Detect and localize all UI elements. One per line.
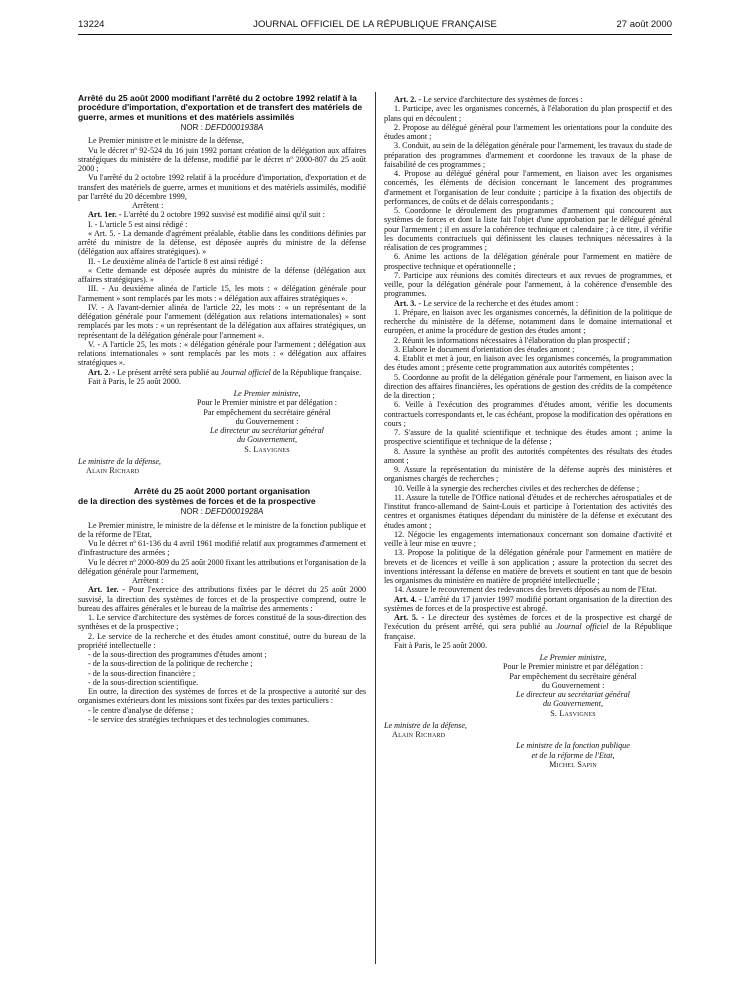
- doc2-visa-2: Vu le décret nº 2000-809 du 25 août 2000 fixant les attributions et l'organisation de la délégation générale pour l'armement,: [78, 557, 366, 576]
- doc2-arretent: Arrêtent :: [132, 576, 164, 586]
- doc1-item-ii: II. - Le deuxième alinéa de l'article 8 est ainsi rédigé :: [88, 256, 263, 266]
- page-number: 13224: [78, 19, 105, 30]
- doc2-art3-item: 14. Assure le recouvrement des redevances des brevets déposés au nom de l'Etat.: [394, 585, 657, 595]
- doc1-art1: Art. 1er. - L'arrêté du 2 octobre 1992 susvisé est modifié ainsi qu'il suit :: [88, 210, 325, 220]
- signature-line: Le ministre de la fonction publique: [516, 741, 630, 751]
- issue-date: 27 août 2000: [616, 19, 672, 30]
- signature-line: Par empêchement du secrétaire général: [203, 407, 331, 417]
- doc2-art2: Art. 2. - Le service d'architecture des systèmes de forces :: [394, 95, 583, 104]
- doc2-art2-item: 3. Conduit, au sein de la délégation générale pour l'armement, les travaux du stade de préparation des programmes d'armement et coordonne les travaux de la phase de faisabilité de ces programmes ;: [384, 141, 672, 169]
- doc2-art5: Art. 5. - Le directeur des systèmes de forces et de la prospective est chargé de l'exécution du présent arrêté, qui sera publié au Journal officiel de la République française.: [384, 613, 673, 641]
- doc1-item-i-quote: « Art. 5. - La demande d'agrément préalable, établie dans les conditions définies par arrêté du ministre de la défense, est déposée auprès du ministre de la défense (délégation aux affaires stratégiques). »: [78, 228, 366, 257]
- doc2-art3-item: 1. Prépare, en liaison avec les organismes concernés, la définition de la politique de recherche du ministère de la défense, notamment dans le domaine international et européen, et anime la procédure de gestion des études amont ;: [384, 307, 672, 336]
- doc2-art3-item: 12. Négocie les engagements internationaux concernant son domaine d'activité et veille à leur mise en œuvre ;: [384, 529, 672, 548]
- journal-title: JOURNAL OFFICIEL DE LA RÉPUBLIQUE FRANÇAISE: [253, 19, 497, 30]
- doc2-fait: Fait à Paris, le 25 août 2000.: [394, 640, 487, 650]
- doc2-art2-item: 1. Participe, avec les organismes concernés, à l'élaboration du plan prospectif et des plans qui en découlent ;: [384, 104, 672, 123]
- doc2-art3-item: 6. Veille à l'exécution des programmes d'études amont, vérifie les documents contractuels correspondants et, le cas échéant, propose la modification des opérations en cours ;: [384, 400, 672, 428]
- page-header: [78, 17, 672, 33]
- signature-line: Pour le Premier ministre et par délégation :: [196, 398, 338, 408]
- signature-line: du Gouvernement,: [542, 699, 604, 709]
- doc1-visa-2: Vu l'arrêté du 2 octobre 1992 relatif à la procédure d'importation, d'exportation et de transfert des matériels de guerre, armes et munitions et des matériels assimilés, modifié par l'arrêté du 20 décembre 1999,: [78, 173, 366, 201]
- doc1-signature-block: [168, 389, 366, 454]
- doc2-fp-signature: [474, 741, 672, 769]
- doc2-dash-item: - de la sous-direction des programmes d'études amont ;: [88, 650, 267, 660]
- doc2-art3-item: 4. Etablit et met à jour, en liaison avec les organismes concernés, la programmation des études amont ; présente cette programmation aux autorités compétentes ;: [384, 354, 672, 373]
- doc1-item-iv: IV. - A l'avant-dernier alinéa de l'article 22, les mots : « un représentant de la délégation générale pour l'armement (délégation aux relations internationales) » sont remplacés par les mots : « un représentant de la délégation aux affaires stratégiques, un représentant de la délégation générale pour l'armement ».: [78, 302, 366, 340]
- doc1-title: Arrêté du 25 août 2000 modifiant l'arrêté du 2 octobre 1992 relatif à la procédure d'importation, d'exportation et de transfert des matériels de guerre, armes et munitions et des matériels assimilés: [78, 93, 363, 122]
- doc2-art2-item: 7. Participe aux réunions des comités directeurs et aux revues de programmes, et veille, pour la délégation générale pour l'armement, à la cohérence d'ensemble des programmes.: [384, 270, 672, 299]
- doc1-fait: Fait à Paris, le 25 août 2000.: [88, 376, 181, 386]
- doc2-art1: Art. 1er. - Pour l'exercice des attributions fixées par le décret du 25 août 2000 susvisé, la direction des systèmes de forces et de la prospective comprend, outre le bureau des affaires générales et le bureau de la maîtrise des armements :: [78, 585, 367, 613]
- signature-line: Le directeur au secrétariat général: [210, 426, 324, 436]
- doc2-dash-item: - le service des stratégies techniques et des technologies communes.: [88, 714, 310, 724]
- signature-line: du Gouvernement :: [541, 680, 605, 690]
- doc2-art3-item: 7. S'assure de la qualité scientifique et technique des études amont ; anime la prospective scientifique et technique de la défense ;: [384, 428, 672, 447]
- doc2-art3-item: 2. Réunit les informations nécessaires à l'élaboration du plan prospectif ;: [394, 335, 630, 345]
- signature-line: Le Premier ministre,: [233, 389, 301, 399]
- doc1-arretent: Arrêtent :: [132, 201, 164, 211]
- doc2-dash-item: - le centre d'analyse de défense ;: [88, 705, 194, 715]
- signatory-name: S. Lasvignes: [550, 708, 596, 718]
- doc2-title-line1: Arrêté du 25 août 2000 portant organisation: [133, 486, 311, 497]
- doc2-dash-item: - de la sous-direction de la politique de recherche ;: [88, 659, 253, 669]
- doc2-art4: Art. 4. - L'arrêté du 17 janvier 1997 modifié portant organisation de la direction des systèmes de forces et de la prospective est abrogé.: [384, 594, 672, 613]
- doc1-minister-name: Alain Richard: [86, 466, 140, 476]
- doc2-art3: Art. 3. - Le service de la recherche et des études amont :: [394, 298, 579, 308]
- doc2-nor: NOR : DEFD0001928A: [180, 507, 264, 517]
- signature-line: Le directeur au secrétariat général: [516, 690, 630, 699]
- doc2-title-line2: de la direction des systèmes de forces et de la prospective: [78, 495, 316, 506]
- doc1-item-i: I. - L'article 5 est ainsi rédigé :: [88, 219, 188, 229]
- signatory-name: S. Lasvignes: [244, 444, 290, 454]
- doc2-art3-item: 8. Assure la synthèse au profit des autorités compétentes des résultats des études amont ;: [384, 446, 672, 465]
- doc2-signature-block: [474, 653, 672, 718]
- doc2-art3-item: 3. Elabore le document d'orientation des études amont ;: [394, 344, 575, 354]
- doc1-item-iii: III. - Au deuxième alinéa de l'article 15, les mots : « délégation générale pour l'armement » sont remplacés par les mots : « délégation aux affaires stratégiques ».: [78, 284, 366, 303]
- doc2-art2-item: 4. Propose au délégué général pour l'armement, en liaison avec les organismes concernés, les éléments de décision concernant le lancement des programmes d'armement et l'organisation de leur conduite ; participe à la fixation des objectifs de performances, de coûts et de délais correspondants ;: [384, 169, 672, 206]
- doc2-visa-1: Vu le décret nº 61-136 du 4 avril 1961 modifié relatif aux programmes d'armement et d'infrastructure des armées ;: [78, 539, 366, 558]
- doc2-art3-item: 11. Assure la tutelle de l'Office national d'études et de recherches aérospatiales et de l'institut franco-allemand de Saint-Louis et participe à l'orientation des activités des centres et organismes étatiques dépendant du ministère de la défense et exécutant des études amont ;: [384, 492, 672, 530]
- doc1-preamble: Le Premier ministre et le ministre de la défense,: [88, 136, 244, 146]
- doc2-item-2: 2. Le service de la recherche et des études amont constitué, outre du bureau de la propriété intellectuelle :: [78, 631, 366, 650]
- doc2-minister-title: Le ministre de la défense,: [384, 720, 467, 730]
- doc1-art2: Art. 2. - Le présent arrêté sera publié au Journal officiel de la République française.: [88, 367, 362, 377]
- doc2-preamble: Le Premier ministre, le ministre de la défense et le ministre de la fonction publique et de la réforme de l'Etat,: [78, 520, 366, 539]
- signature-line: du Gouvernement,: [236, 435, 298, 445]
- doc2-item-1: 1. Le service d'architecture des systèmes de forces constitué de la sous-direction des synthèses et de la prospective ;: [78, 613, 366, 632]
- signature-line: du Gouvernement :: [235, 416, 299, 426]
- doc2-dash-item: - de la sous-direction financière ;: [88, 668, 196, 678]
- doc2-art2-item: 5. Coordonne le déroulement des programmes d'armement qui concourent aux systèmes de forces et dont la liste fait l'objet d'une approbation par le délégué général pour l'armement ; il en assure la cohérence technique et calendaire ; à ce titre, il vérifie les documents contractuels qui définissent les clauses techniques nécessaires à la réalisation de ces programmes ;: [384, 206, 672, 252]
- doc2-art3-item: 9. Assure la représentation du ministère de la défense auprès des ministères et organismes chargés de recherches ;: [384, 465, 672, 484]
- doc1-minister-title: Le ministre de la défense,: [78, 456, 161, 466]
- signature-line: Le Premier ministre,: [539, 653, 607, 662]
- doc1-item-ii-quote: « Cette demande est déposée auprès du ministre de la défense (délégation aux affaires stratégiques). »: [78, 265, 366, 285]
- signatory-name: Michel Sapin: [549, 759, 597, 769]
- right-column: [384, 95, 672, 769]
- doc2-outre: En outre, la direction des systèmes de forces et de la prospective a autorité sur des organismes extérieurs dont les missions sont fixées par des textes particuliers :: [78, 687, 366, 706]
- doc2-dash-item: - de la sous-direction scientifique.: [88, 677, 199, 687]
- doc2-art3-item: 5. Coordonne au profit de la délégation générale pour l'armement, en liaison avec la direction des affaires financières, les opérations de gestion des crédits de la compétence de la direction ;: [384, 372, 672, 400]
- doc2-art3-item: 13. Propose la politique de la délégation générale pour l'armement en matière de brevets et de licences et veille à son application ; assure la protection du secret des inventions intéressant la défense en matière de brevets et soutient en tant que de besoin les organismes du ministère en matière de propriété intellectuelle ;: [384, 548, 672, 585]
- signature-line: Par empêchement du secrétaire général: [509, 671, 637, 681]
- doc1-nor: NOR : DEFD0001938A: [180, 123, 264, 133]
- signature-line: et de la réforme de l'Etat,: [531, 750, 615, 760]
- signature-line: Pour le Premier ministre et par délégation :: [502, 662, 644, 672]
- doc2-art3-item: 10. Veille à la synergie des recherches civiles et des recherches de défense ;: [394, 483, 640, 493]
- header-rule: [78, 34, 672, 35]
- doc2-art2-item: 2. Propose au délégué général pour l'armement les orientations pour la conduite des études amont ;: [384, 122, 672, 141]
- doc1-visa-1: Vu le décret nº 92-524 du 16 juin 1992 portant création de la délégation aux affaires stratégiques du ministère de la défense, modifié par le décret nº 2000-807 du 25 août 2000 ;: [78, 145, 366, 174]
- column-separator: [375, 92, 376, 964]
- doc2-minister-name: Alain Richard: [392, 730, 446, 739]
- doc2-art2-item: 6. Anime les actions de la délégation générale pour l'armement en matière de prospective technique et opérationnelle ;: [384, 252, 672, 271]
- left-column: [78, 94, 366, 724]
- doc1-item-v: V. - A l'article 25, les mots : « délégation générale pour l'armement ; délégation aux relations internationales » sont remplacés par les mots : « délégation aux affaires stratégiques ».: [78, 339, 366, 368]
